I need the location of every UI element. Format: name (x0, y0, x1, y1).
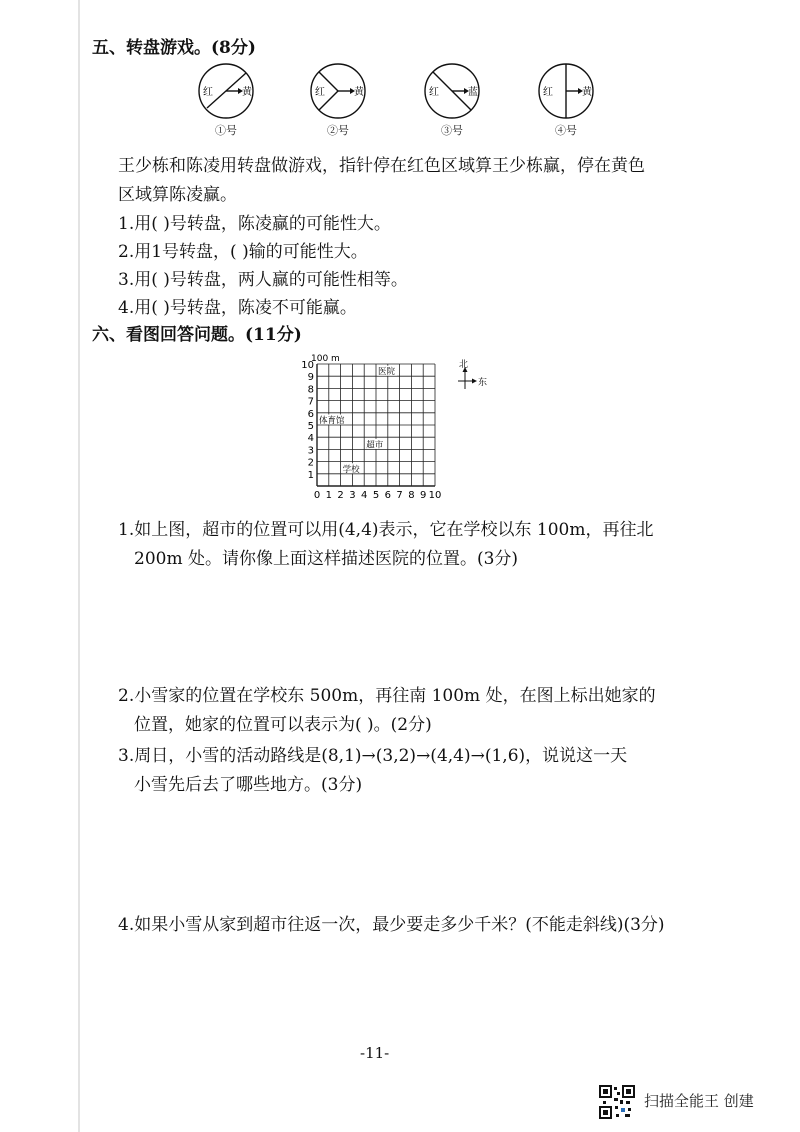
place-label: 学校 (342, 464, 360, 475)
x-tick-label: 5 (372, 490, 380, 501)
scanner-watermark (598, 1084, 754, 1120)
scale-label: 100 m (311, 354, 340, 364)
x-tick-label: 3 (349, 490, 356, 501)
x-tick-label: 8 (408, 490, 415, 501)
section6-q2-line2: 位置，她家的位置可以表示为( )。(2分) (134, 715, 432, 735)
page-edge-shadow (78, 0, 80, 1132)
section5-q2: 2.用1号转盘，( )输的可能性大。 (118, 242, 368, 262)
x-tick-label: 10 (428, 490, 442, 501)
compass-east-label: 东 (478, 378, 488, 388)
spinner-1 (198, 60, 268, 150)
place-label: 体育馆 (319, 416, 345, 426)
section6-q1-line2: 200m 处。请你像上面这样描述医院的位置。(3分) (134, 549, 519, 569)
x-tick-label: 1 (325, 490, 332, 501)
spinner-2-caption: ②号 (327, 124, 349, 137)
section5-q1: 1.用( )号转盘，陈凌赢的可能性大。 (118, 214, 391, 234)
y-tick-label: 10 (301, 360, 314, 371)
compass-east-arrowhead (472, 379, 477, 384)
section5-q4: 4.用( )号转盘，陈凌不可能赢。 (118, 298, 357, 318)
section5-title: 五、转盘游戏。(8分) (92, 38, 256, 58)
spinner-1-right: 黄 (242, 87, 252, 98)
section6-q4: 4.如果小雪从家到超市往返一次，最少要走多少千米？(不能走斜线)(3分) (118, 915, 665, 935)
y-tick-label: 1 (307, 469, 314, 481)
section6-title: 六、看图回答问题。(11分) (92, 325, 302, 345)
y-tick-label: 6 (307, 408, 314, 420)
spinner-3-left: 红 (429, 87, 439, 98)
section5-intro-line1: 王少栋和陈凌用转盘做游戏，指针停在红色区域算王少栋赢，停在黄色 (118, 156, 645, 176)
x-tick-label: 9 (420, 490, 427, 501)
place-label: 超市 (366, 440, 384, 451)
spinner-3-caption: ③号 (441, 124, 463, 137)
spinner-3-right: 蓝 (468, 87, 478, 98)
coordinate-map (300, 352, 500, 517)
x-tick-label: 6 (384, 490, 391, 501)
spinner-2-left: 红 (315, 87, 325, 98)
x-tick-label: 4 (361, 490, 368, 501)
y-tick-label: 9 (307, 372, 314, 384)
x-tick-label: 2 (337, 490, 344, 501)
y-tick-label: 4 (307, 433, 314, 445)
spinner-3 (424, 60, 494, 150)
spinner-4-left: 红 (543, 87, 553, 98)
x-tick-label: 0 (313, 490, 321, 501)
y-tick-label: 7 (307, 396, 314, 408)
y-tick-label: 2 (307, 457, 314, 469)
section6-q1-line1: 1.如上图，超市的位置可以用(4,4)表示，它在学校以东 100m，再往北 (118, 520, 654, 540)
qr-code-icon (598, 1084, 636, 1120)
page-number: -11- (360, 1044, 390, 1062)
spinner-1-left: 红 (203, 87, 213, 98)
y-tick-label: 3 (307, 445, 314, 457)
y-tick-label: 8 (307, 384, 314, 396)
coordinate-grid-svg (300, 352, 500, 517)
section6-q3-line1: 3.周日，小雪的活动路线是(8,1)→(3,2)→(4,4)→(1,6)，说说这一天 (118, 746, 628, 766)
spinner-2 (310, 60, 380, 150)
spinner-1-caption: ①号 (215, 124, 237, 137)
section5-q3: 3.用( )号转盘，两人赢的可能性相等。 (118, 270, 408, 290)
spinner-4 (538, 60, 608, 150)
spinner-4-caption: ④号 (555, 124, 577, 137)
scanner-brand-text: 扫描全能王 创建 (644, 1092, 754, 1110)
place-label: 医院 (378, 367, 396, 378)
y-tick-label: 5 (307, 421, 314, 432)
spinner-2-right: 黄 (354, 87, 364, 98)
spinner-4-right: 黄 (582, 87, 592, 98)
section6-q2-line1: 2.小雪家的位置在学校东 500m，再往南 100m 处，在图上标出她家的 (118, 686, 656, 706)
section6-q3-line2: 小雪先后去了哪些地方。(3分) (134, 775, 363, 795)
compass-north-label: 北 (459, 360, 469, 370)
x-tick-label: 7 (396, 490, 403, 501)
section5-intro-line2: 区域算陈凌赢。 (118, 185, 237, 205)
